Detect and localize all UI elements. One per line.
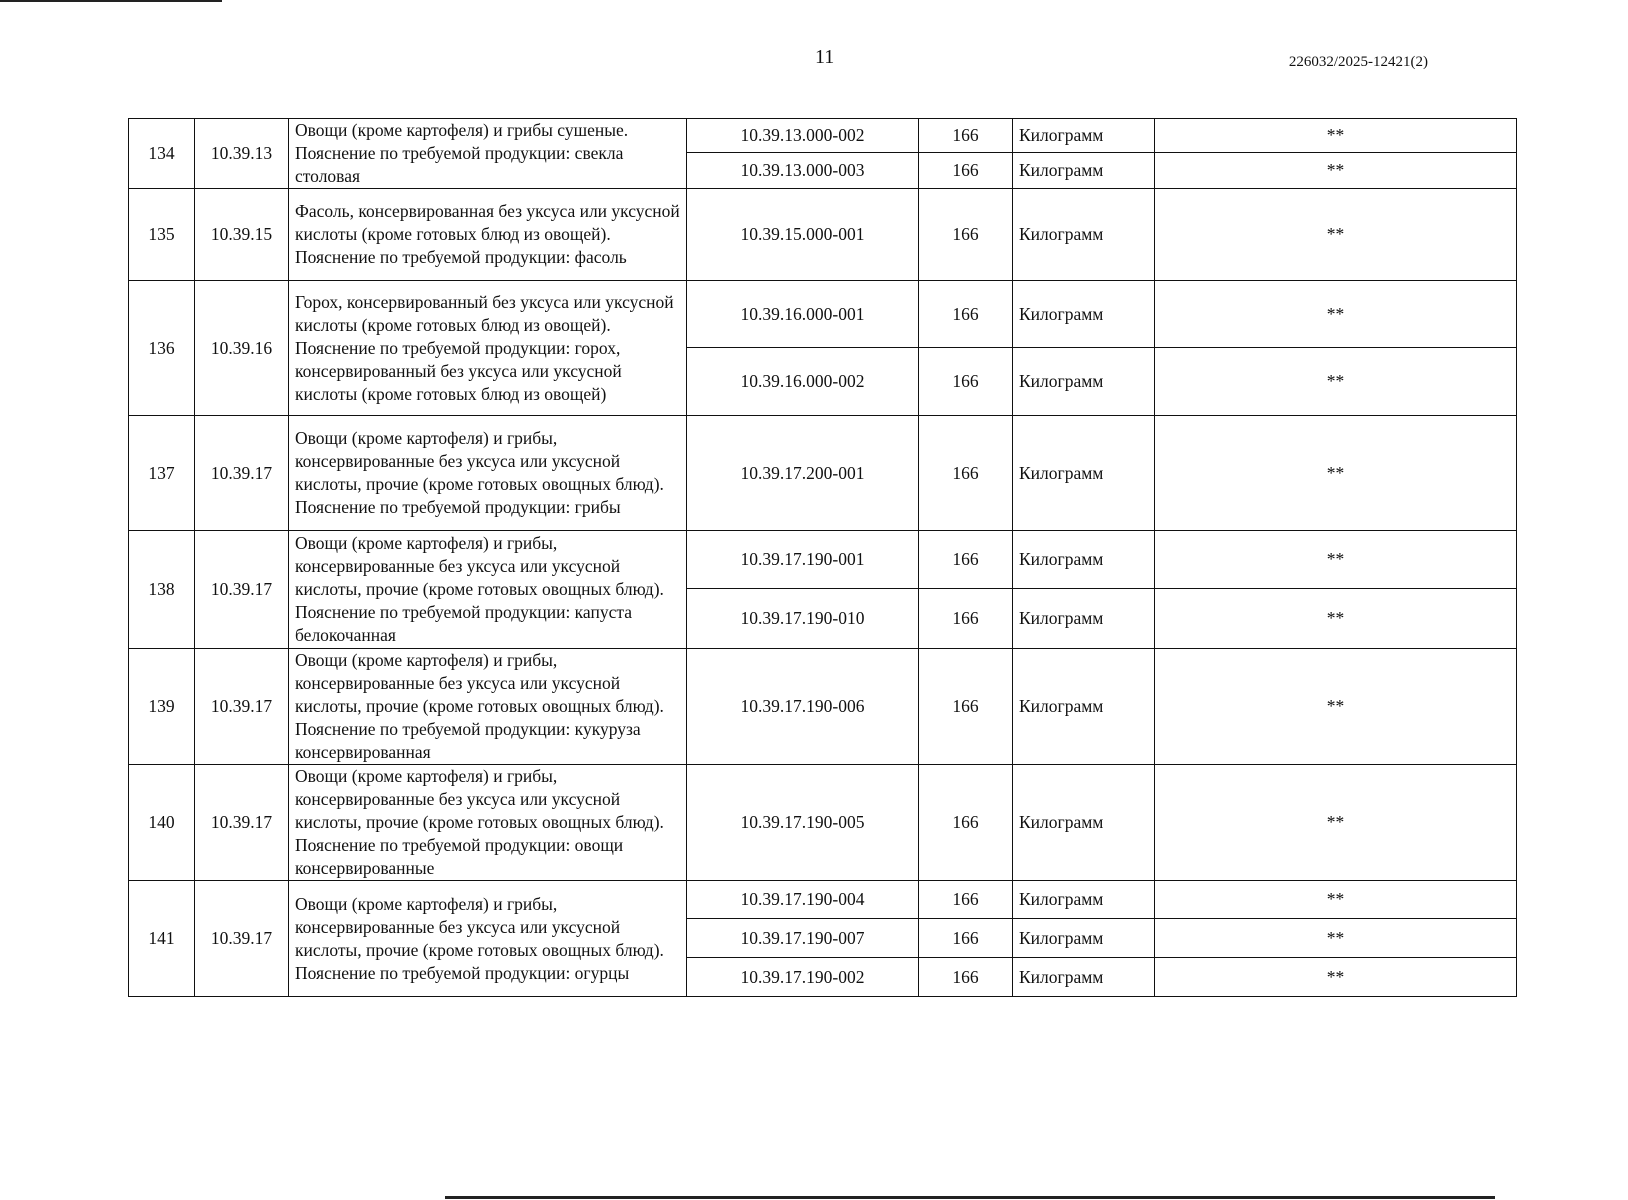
- product-name-cell: Овощи (кроме картофеля) и грибы, консервированные без уксуса или уксусной кислоты, прочие (кроме готовых овощных блюд). Пояснение по требуемой продукции: капуста белокочанная: [289, 531, 687, 649]
- unit-cell: Килограмм: [1013, 649, 1155, 765]
- value-cell: **: [1155, 649, 1517, 765]
- ktru-code-cell: 10.39.17.200-001: [687, 416, 919, 531]
- ktru-code-cell: 10.39.16.000-001: [687, 281, 919, 348]
- okei-code-cell: 166: [919, 919, 1013, 958]
- value-cell: **: [1155, 958, 1517, 997]
- ktru-code-cell: 10.39.15.000-001: [687, 189, 919, 281]
- okei-code-cell: 166: [919, 649, 1013, 765]
- ktru-code-cell: 10.39.17.190-010: [687, 589, 919, 649]
- ktru-code-cell: 10.39.17.190-006: [687, 649, 919, 765]
- okei-code-cell: 166: [919, 189, 1013, 281]
- okei-code-cell: 166: [919, 881, 1013, 919]
- okei-code-cell: 166: [919, 119, 1013, 153]
- unit-cell: Килограмм: [1013, 281, 1155, 348]
- unit-cell: Килограмм: [1013, 881, 1155, 919]
- value-cell: **: [1155, 881, 1517, 919]
- row-number-cell: 139: [129, 649, 195, 765]
- unit-cell: Килограмм: [1013, 416, 1155, 531]
- product-table: [128, 118, 1517, 997]
- okei-code-cell: 166: [919, 958, 1013, 997]
- ktru-code-cell: 10.39.17.190-002: [687, 958, 919, 997]
- ktru-code-cell: 10.39.13.000-003: [687, 153, 919, 189]
- row-number-cell: 138: [129, 531, 195, 649]
- okpd-code-cell: 10.39.17: [195, 765, 289, 881]
- product-name-cell: Горох, консервированный без уксуса или уксусной кислоты (кроме готовых блюд из овощей). Пояснение по требуемой продукции: горох, консервированный без уксуса или уксусной кислоты (кроме готовых блюд из овощей): [289, 281, 687, 416]
- okei-code-cell: 166: [919, 531, 1013, 589]
- value-cell: **: [1155, 589, 1517, 649]
- okei-code-cell: 166: [919, 281, 1013, 348]
- unit-cell: Килограмм: [1013, 958, 1155, 997]
- okei-code-cell: 166: [919, 348, 1013, 416]
- table-row: [129, 649, 1517, 765]
- okpd-code-cell: 10.39.16: [195, 281, 289, 416]
- table-row: [129, 531, 1517, 589]
- product-name-cell: Фасоль, консервированная без уксуса или уксусной кислоты (кроме готовых блюд из овощей). Пояснение по требуемой продукции: фасоль: [289, 189, 687, 281]
- value-cell: **: [1155, 189, 1517, 281]
- value-cell: **: [1155, 348, 1517, 416]
- unit-cell: Килограмм: [1013, 589, 1155, 649]
- unit-cell: Килограмм: [1013, 765, 1155, 881]
- document-id: 226032/2025-12421(2): [1288, 54, 1428, 70]
- row-number-cell: 141: [129, 881, 195, 997]
- okpd-code-cell: 10.39.13: [195, 119, 289, 189]
- product-name-cell: Овощи (кроме картофеля) и грибы сушеные. Пояснение по требуемой продукции: свекла столовая: [289, 119, 687, 189]
- okei-code-cell: 166: [919, 153, 1013, 189]
- ktru-code-cell: 10.39.13.000-002: [687, 119, 919, 153]
- unit-cell: Килограмм: [1013, 189, 1155, 281]
- table-row: [129, 881, 1517, 919]
- row-number-cell: 135: [129, 189, 195, 281]
- value-cell: **: [1155, 416, 1517, 531]
- okei-code-cell: 166: [919, 416, 1013, 531]
- scan-edge-mark-bottom: [445, 1196, 1495, 1199]
- unit-cell: Килограмм: [1013, 531, 1155, 589]
- ktru-code-cell: 10.39.17.190-001: [687, 531, 919, 589]
- row-number-cell: 140: [129, 765, 195, 881]
- value-cell: **: [1155, 119, 1517, 153]
- unit-cell: Килограмм: [1013, 919, 1155, 958]
- product-table-body: [129, 119, 1517, 997]
- product-name-cell: Овощи (кроме картофеля) и грибы, консервированные без уксуса или уксусной кислоты, прочие (кроме готовых овощных блюд). Пояснение по требуемой продукции: огурцы: [289, 881, 687, 997]
- okei-code-cell: 166: [919, 589, 1013, 649]
- unit-cell: Килограмм: [1013, 348, 1155, 416]
- value-cell: **: [1155, 765, 1517, 881]
- product-name-cell: Овощи (кроме картофеля) и грибы, консервированные без уксуса или уксусной кислоты, прочие (кроме готовых овощных блюд). Пояснение по требуемой продукции: кукуруза консервированная: [289, 649, 687, 765]
- row-number-cell: 137: [129, 416, 195, 531]
- row-number-cell: 134: [129, 119, 195, 189]
- okpd-code-cell: 10.39.17: [195, 649, 289, 765]
- ktru-code-cell: 10.39.16.000-002: [687, 348, 919, 416]
- product-name-cell: Овощи (кроме картофеля) и грибы, консервированные без уксуса или уксусной кислоты, прочие (кроме готовых овощных блюд). Пояснение по требуемой продукции: грибы: [289, 416, 687, 531]
- ktru-code-cell: 10.39.17.190-005: [687, 765, 919, 881]
- row-number-cell: 136: [129, 281, 195, 416]
- ktru-code-cell: 10.39.17.190-004: [687, 881, 919, 919]
- okpd-code-cell: 10.39.17: [195, 531, 289, 649]
- table-row: [129, 416, 1517, 531]
- okpd-code-cell: 10.39.15: [195, 189, 289, 281]
- table-row: [129, 765, 1517, 881]
- unit-cell: Килограмм: [1013, 153, 1155, 189]
- okpd-code-cell: 10.39.17: [195, 416, 289, 531]
- table-row: [129, 119, 1517, 153]
- ktru-code-cell: 10.39.17.190-007: [687, 919, 919, 958]
- page-number: 11: [815, 46, 835, 68]
- value-cell: **: [1155, 153, 1517, 189]
- table-row: [129, 189, 1517, 281]
- value-cell: **: [1155, 919, 1517, 958]
- product-name-cell: Овощи (кроме картофеля) и грибы, консервированные без уксуса или уксусной кислоты, прочие (кроме готовых овощных блюд). Пояснение по требуемой продукции: овощи консервированные: [289, 765, 687, 881]
- scan-edge-mark-top: [0, 0, 222, 2]
- table-row: [129, 281, 1517, 348]
- unit-cell: Килограмм: [1013, 119, 1155, 153]
- okpd-code-cell: 10.39.17: [195, 881, 289, 997]
- okei-code-cell: 166: [919, 765, 1013, 881]
- value-cell: **: [1155, 281, 1517, 348]
- value-cell: **: [1155, 531, 1517, 589]
